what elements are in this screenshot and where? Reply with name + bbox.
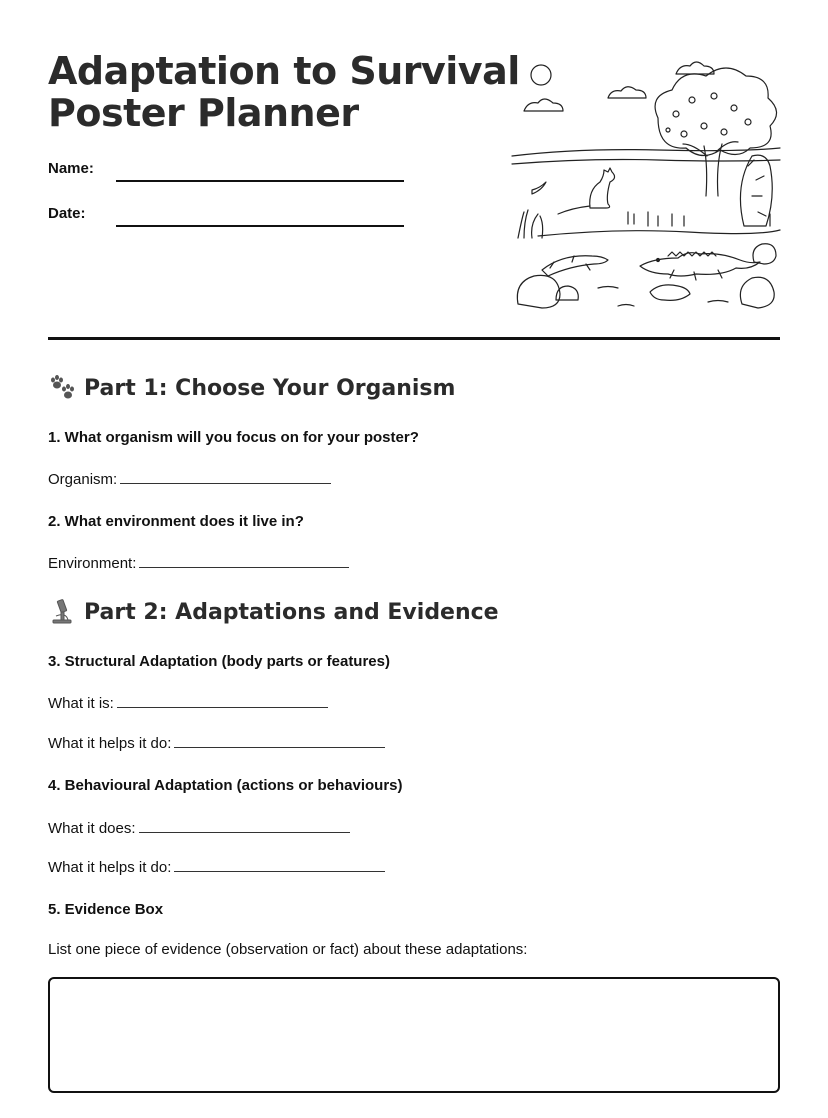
section-divider (48, 337, 780, 340)
cloud-icon (524, 99, 563, 111)
rock-icon (753, 244, 776, 264)
behavioural-does-field (48, 818, 350, 837)
part2-heading-text: Part 2: Adaptations and Evidence (84, 599, 499, 625)
evidence-box[interactable] (48, 977, 780, 1093)
behavioural-helps-field (48, 857, 385, 876)
crocodile-icon (640, 252, 760, 280)
structural-helps-field (48, 733, 385, 752)
behavioural-helps-label: What it helps it do: (48, 859, 172, 876)
environment-label: Environment: (48, 555, 137, 572)
part1-heading (48, 374, 455, 402)
behavioural-does-blank[interactable] (139, 818, 350, 833)
page-title (48, 50, 520, 134)
environment-blank[interactable] (139, 553, 349, 568)
question-2: 2. What environment does it live in? (48, 513, 304, 530)
sun-icon (531, 65, 551, 85)
date-line[interactable] (116, 225, 404, 227)
tree-icon (655, 68, 776, 196)
structural-helps-label: What it helps it do: (48, 735, 172, 752)
behavioural-does-label: What it does: (48, 820, 136, 837)
organism-label: Organism: (48, 471, 118, 488)
part1-heading-text: Part 1: Choose Your Organism (84, 375, 456, 401)
habitat-illustration (508, 56, 784, 318)
organism-blank[interactable] (120, 469, 331, 484)
paw-prints-icon (48, 374, 76, 402)
evidence-prompt: List one piece of evidence (observation or fact) about these adaptations: (48, 941, 528, 958)
platypus-icon (650, 285, 690, 301)
structural-what-label: What it is: (48, 695, 114, 712)
cloud-icon (676, 62, 714, 74)
question-1: 1. What organism will you focus on for your poster? (48, 429, 419, 446)
lizard-icon (542, 256, 608, 276)
part2-heading (48, 598, 499, 626)
question-4: 4. Behavioural Adaptation (actions or behaviours) (48, 777, 403, 794)
cloud-icon (608, 87, 646, 98)
name-line[interactable] (116, 180, 404, 182)
behavioural-helps-blank[interactable] (174, 857, 385, 872)
structural-what-field (48, 693, 328, 712)
question-5: 5. Evidence Box (48, 901, 164, 918)
name-label: Name: (48, 160, 94, 177)
question-3: 3. Structural Adaptation (body parts or features) (48, 653, 390, 670)
structural-helps-blank[interactable] (174, 733, 385, 748)
date-label: Date: (48, 205, 86, 222)
structural-what-blank[interactable] (117, 693, 328, 708)
organism-field (48, 469, 331, 488)
rock-icon (517, 275, 560, 308)
rock-icon (740, 277, 774, 308)
microscope-icon (48, 598, 76, 626)
title-line-1: Adaptation to Survival (48, 49, 520, 93)
kangaroo-icon (558, 168, 615, 214)
environment-field (48, 553, 349, 572)
title-line-2: Poster Planner (48, 91, 359, 135)
